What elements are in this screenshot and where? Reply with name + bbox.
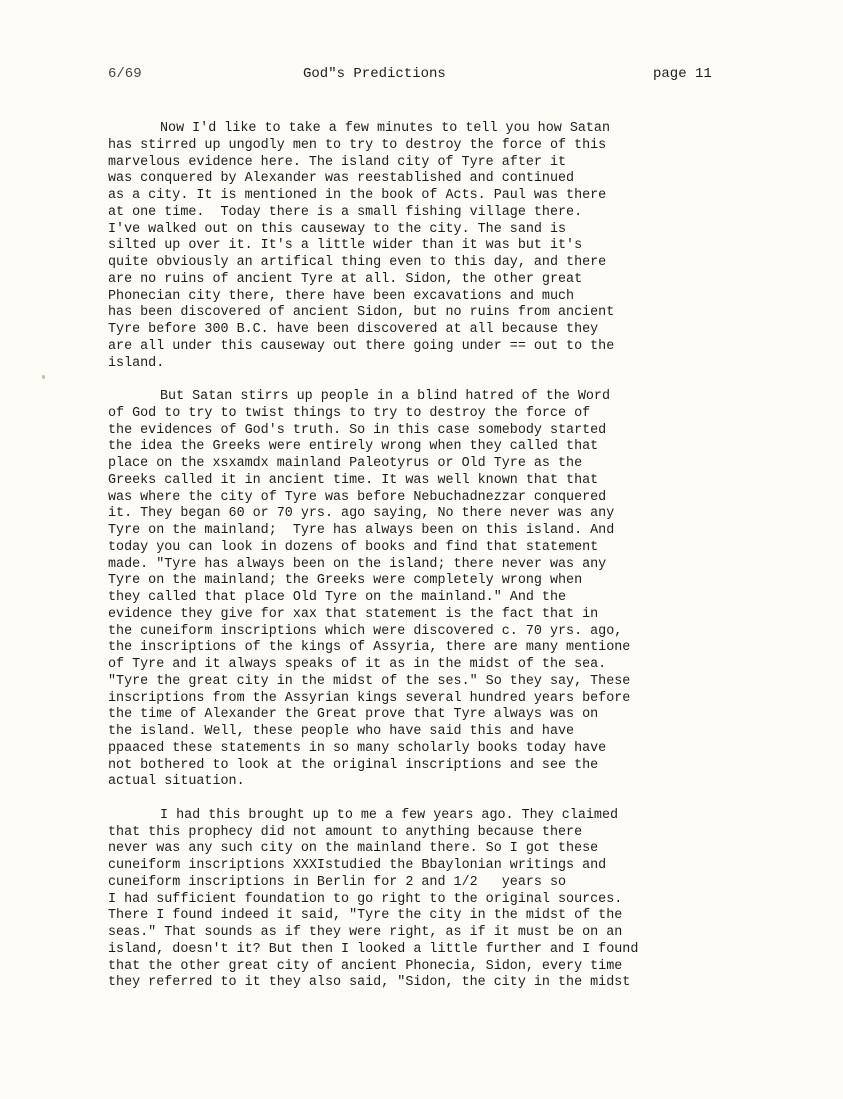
text-line: There I found indeed it said, "Tyre the city in the midst of the — [108, 908, 623, 924]
text-line: has been discovered of ancient Sidon, but no ruins from ancient — [108, 305, 615, 321]
text-line: are no ruins of ancient Tyre at all. Sidon, the other great — [108, 271, 583, 287]
text-line: ppaaced these statements in so many scholarly books today have — [108, 740, 607, 756]
text-line: they called that place Old Tyre on the mainland." And the — [108, 590, 567, 605]
text-line: marvelous evidence here. The island city of Tyre after it — [108, 154, 567, 170]
text-line: never was any such city on the mainland there. So I got these — [108, 841, 599, 857]
text-line: seas." That sounds as if they were right, as if it must be on an — [108, 925, 623, 940]
text-line: Now I'd like to take a few minutes to tell you how Satan — [160, 121, 610, 136]
text-line: I had sufficient foundation to go right to the original sources. — [108, 891, 623, 907]
paragraph — [108, 121, 808, 372]
text-line: evidence they give for xax that statement is the fact that in — [108, 606, 599, 622]
paragraph — [108, 389, 808, 791]
header-date: 6/69 — [108, 66, 142, 82]
text-line: of Tyre and it always speaks of it as in the midst of the sea. — [108, 657, 607, 672]
text-line: Phonecian city there, there have been excavations and much — [108, 288, 575, 304]
text-line: was conquered by Alexander was reestablished and continued — [108, 171, 575, 187]
header-title: God"s Predictions — [303, 66, 446, 82]
text-line: made. "Tyre has always been on the island; there never was any — [108, 556, 607, 572]
text-line: the cuneiform inscriptions which were discovered c. 70 yrs. ago, — [108, 623, 623, 639]
text-line: inscriptions from the Assyrian kings several hundred years before — [108, 690, 631, 706]
text-line: at one time. Today there is a small fishing village there. — [108, 204, 583, 220]
text-line: the inscriptions of the kings of Assyria, there are many mentione — [108, 640, 631, 656]
text-line: island. — [108, 355, 165, 371]
text-line: I've walked out on this causeway to the city. The sand is — [108, 221, 567, 237]
paragraph-gap — [108, 791, 808, 808]
text-line: actual situation. — [108, 774, 245, 790]
text-line: But Satan stirrs up people in a blind hatred of the Word — [160, 389, 610, 404]
text-line: Tyre on the mainland; Tyre has always been on this island. And — [108, 523, 615, 538]
text-line: that the other great city of ancient Phonecia, Sidon, every time — [108, 958, 623, 974]
text-line: the time of Alexander the Great prove that Tyre always was on — [108, 707, 599, 723]
text-line: Tyre before 300 B.C. have been discovered at all because they — [108, 322, 599, 337]
text-line: it. They began 60 or 70 yrs. ago saying, No there never was any — [108, 506, 615, 522]
text-line: cuneiform inscriptions XXXIstudied the Bbaylonian writings and — [108, 858, 607, 873]
margin-speck — [42, 375, 45, 379]
text-line: island, doesn't it? But then I looked a little further and I found — [108, 941, 639, 957]
text-line: was where the city of Tyre was before Nebuchadnezzar conquered — [108, 489, 607, 505]
text-line: Greeks called it in ancient time. It was well known that that — [108, 472, 599, 488]
text-line: that this prophecy did not amount to anything because there — [108, 824, 583, 840]
text-line: today you can look in dozens of books and find that statement — [108, 539, 599, 555]
text-line: they referred to it they also said, "Sidon, the city in the midst — [108, 975, 631, 991]
text-line: cuneiform inscriptions in Berlin for 2 and 1/2 years so — [108, 874, 567, 890]
text-line: the idea the Greeks were entirely wrong when they called that — [108, 439, 599, 455]
text-line: silted up over it. It's a little wider than it was but it's — [108, 238, 583, 254]
text-line: are all under this causeway out there going under == out to the — [108, 338, 615, 354]
document-body — [108, 121, 808, 992]
text-line: quite obviously an artifical thing even to this day, and there — [108, 255, 607, 270]
text-line: the evidences of God's truth. So in this case somebody started — [108, 422, 607, 438]
header-page-number: page 11 — [653, 66, 712, 82]
paragraph — [108, 808, 808, 992]
text-line: not bothered to look at the original inscriptions and see the — [108, 757, 599, 773]
text-line: "Tyre the great city in the midst of the ses." So they say, These — [108, 673, 631, 689]
text-line: place on the xsxamdx mainland Paleotyrus or Old Tyre as the — [108, 456, 583, 471]
text-line: I had this brought up to me a few years ago. They claimed — [160, 807, 619, 823]
page-header — [108, 66, 728, 86]
paragraph-gap — [108, 372, 808, 389]
text-line: the island. Well, these people who have said this and have — [108, 724, 575, 739]
text-line: Tyre on the mainland; the Greeks were completely wrong when — [108, 573, 583, 589]
text-line: as a city. It is mentioned in the book of Acts. Paul was there — [108, 188, 607, 203]
text-line: of God to try to twist things to try to destroy the force of — [108, 405, 591, 421]
text-line: has stirred up ungodly men to try to destroy the force of this — [108, 137, 607, 153]
